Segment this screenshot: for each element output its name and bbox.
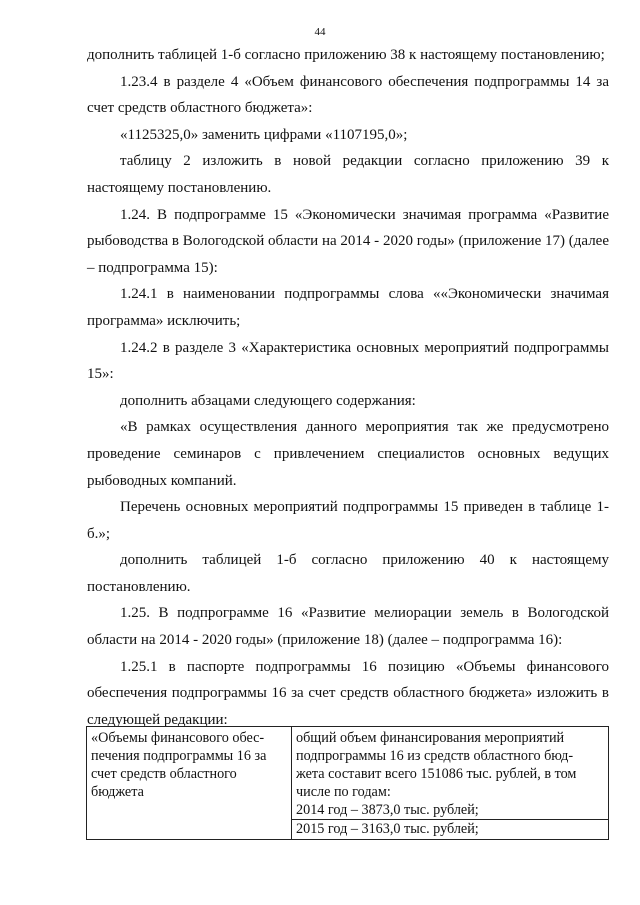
paragraph: 1.25.1 в паспорте подпрограммы 16 позицию «Объемы финансового обеспечения подпрограммы 16 за счет средств областного бюджета» изложить в следующей редакции: [87, 658, 609, 728]
passport-table [86, 726, 609, 840]
cell-line: подпрограммы 16 из средств областного бюд- [296, 748, 574, 764]
paragraph: дополнить таблицей 1-б согласно приложению 40 к настоящему постановлению. [87, 552, 609, 595]
paragraph: 1.24. В подпрограмме 15 «Экономически значимая программа «Развитие рыбоводства в Вологодской области на 2014 - 2020 годы» (приложение 17) (далее – подпрограмма 15): [87, 206, 609, 276]
position-name-cell [87, 727, 292, 840]
cell-line: печения подпрограммы 16 за [91, 748, 267, 764]
cell-line: жета составит всего 151086 тыс. рублей, в том [296, 766, 577, 782]
paragraph: 1.24.2 в разделе 3 «Характеристика основных мероприятий подпрограммы 15»: [87, 339, 609, 383]
position-value-cell [292, 727, 609, 840]
page-number: 44 [314, 26, 326, 38]
paragraph: дополнить таблицей 1-б согласно приложению 38 к настоящему постановлению; [87, 47, 605, 63]
cell-line: «Объемы финансового обес- [91, 730, 265, 746]
paragraph: дополнить абзацами следующего содержания: [120, 392, 416, 409]
paragraph: Перечень основных мероприятий подпрограммы 15 приведен в таблице 1-б.»; [87, 499, 609, 542]
year-amount: 2015 год – 3163,0 тыс. рублей; [292, 819, 608, 838]
paragraph: «1125325,0» заменить цифрами «1107195,0»; [120, 126, 408, 143]
paragraph: таблицу 2 изложить в новой редакции согласно приложению 39 к настоящему постановлению. [87, 153, 609, 196]
document-body [87, 42, 609, 733]
paragraph: «В рамках осуществления данного мероприятия так же предусмотрено проведение семинаров с привлечением специалистов основных ведущих рыбоводных компаний. [87, 419, 609, 489]
cell-line: общий объем финансирования мероприятий [296, 730, 565, 746]
paragraph: 1.25. В подпрограмме 16 «Развитие мелиорации земель в Вологодской области на 2014 - 2020 годы» (приложение 18) (далее – подпрограмма 16): [87, 605, 609, 649]
cell-line: бюджета [91, 784, 144, 800]
cell-line: счет средств областного [91, 766, 237, 782]
cell-line: числе по годам: [296, 784, 391, 800]
paragraph: 1.23.4 в разделе 4 «Объем финансового обеспечения подпрограммы 14 за счет средств областного бюджета»: [87, 73, 609, 117]
paragraph: 1.24.1 в наименовании подпрограммы слова ««Экономически значимая программа» исключить; [87, 286, 609, 329]
table-row [87, 727, 609, 840]
year-amount: 2014 год – 3873,0 тыс. рублей; [296, 802, 479, 818]
